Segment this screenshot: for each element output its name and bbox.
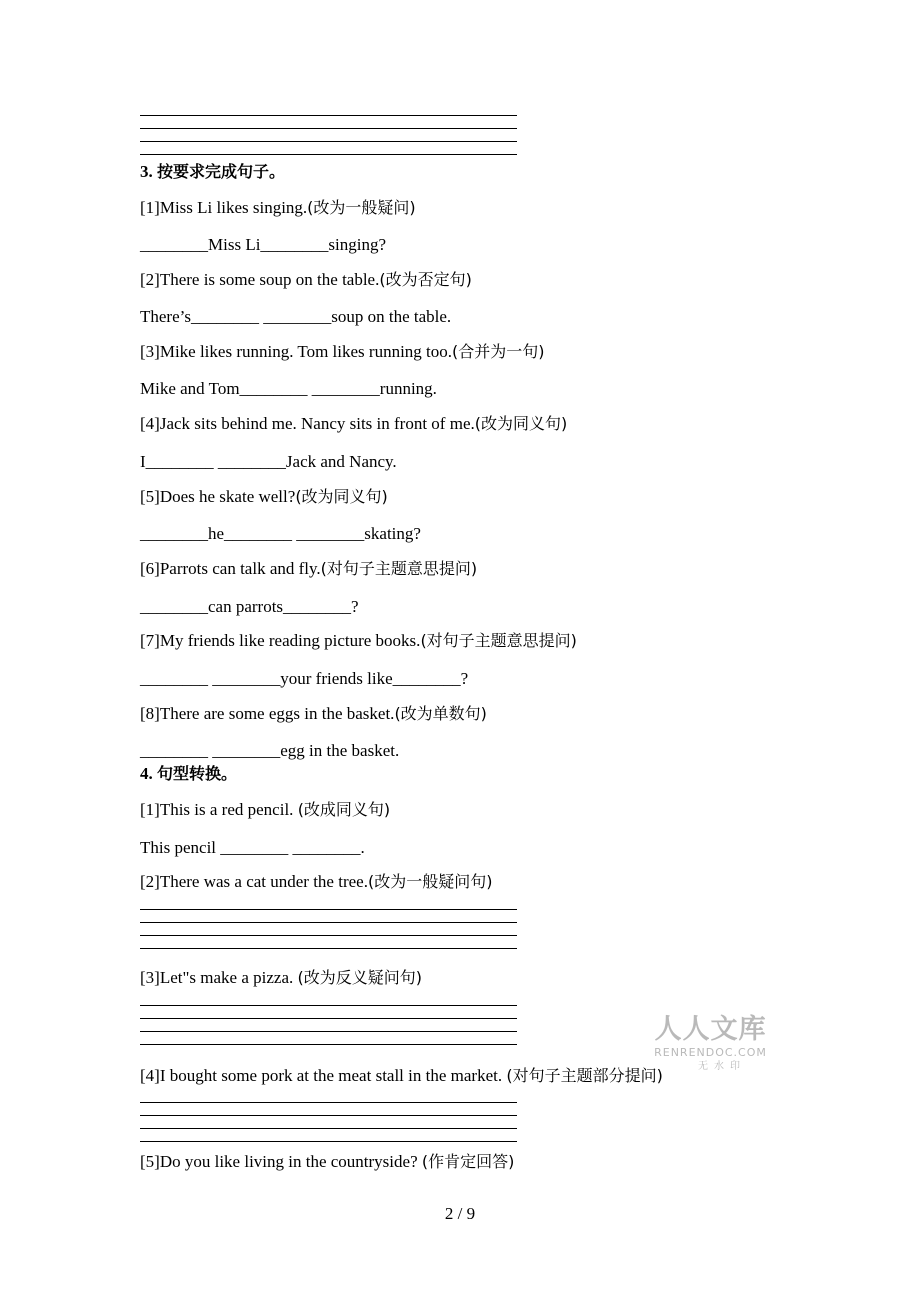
s3-a4: I________ ________Jack and Nancy. [140,452,397,471]
s3-q3 [140,341,545,363]
s4-q1 [140,799,390,821]
s3-a2: There’s________ ________soup on the table. [140,307,452,326]
s3-q1-note: (改为一般疑问) [307,198,416,217]
section-4-number: 4. [140,764,153,783]
s3-q3-text: [3]Mike likes running. Tom likes running too. [140,342,453,361]
s3-q6-text: [6]Parrots can talk and fly. [140,559,321,578]
s3-a7: ________ ________your friends like________? [140,669,469,688]
s3-q8-text: [8]There are some eggs in the basket. [140,704,395,723]
s4-q2-note: (改为一般疑问句) [367,872,493,891]
s3-q1 [140,197,416,219]
s4-q2 [140,871,492,893]
s4-q4-text: [4]I bought some pork at the meat stall in the market. [140,1066,507,1085]
s3-q3-note: (合并为一句) [452,342,545,361]
s3-q8 [140,703,487,725]
s4-q5-text: [5]Do you like living in the countryside? [140,1152,422,1171]
s3-q7-text: [7]My friends like reading picture books. [140,631,421,650]
s4-q2-text: [2]There was a cat under the tree. [140,872,368,891]
section-3-heading [140,161,285,183]
watermark-url: RENRENDOC.COM [654,1046,767,1059]
s3-q8-note: (改为单数句) [394,704,487,723]
s3-a6: ________can parrots________? [140,597,359,616]
s3-a1: ________Miss Li________singing? [140,235,387,254]
s3-q4-text: [4]Jack sits behind me. Nancy sits in front of me. [140,414,475,433]
s3-q7 [140,630,577,652]
s4-a1: This pencil ________ ________. [140,838,365,857]
s3-q5 [140,486,388,508]
s3-q1-text: [1]Miss Li likes singing. [140,198,308,217]
s4-q4 [140,1065,663,1087]
s4-q3 [140,967,422,989]
s3-a5: ________he________ ________skating? [140,524,421,543]
section-3-title: 按要求完成句子。 [157,162,286,181]
s4-q4-note: (对句子主题部分提问) [506,1066,663,1085]
s3-q4 [140,413,567,435]
s3-q7-note: (对句子主题意思提问) [420,631,577,650]
watermark-subtitle: 无水印 [698,1061,746,1072]
page-number: 2 / 9 [444,1204,476,1223]
s3-q6 [140,558,477,580]
section-4-title: 句型转换。 [157,764,238,783]
s4-q3-note: (改为反义疑问句) [297,968,422,987]
s3-q6-note: (对句子主题意思提问) [320,559,478,578]
s3-q5-note: (改为同义句) [295,487,388,506]
s3-q2-note: (改为否定句) [379,270,472,289]
s4-q5-note: (作肯定回答) [421,1152,515,1171]
watermark-title: 人人文库 [654,1014,767,1045]
s4-q5 [140,1151,514,1173]
s4-q3-text: [3]Let"s make a pizza. [140,968,298,987]
section-3-number: 3. [140,162,153,181]
s4-q1-text: [1]This is a red pencil. [140,800,298,819]
s3-q2-text: [2]There is some soup on the table. [140,270,380,289]
watermark [648,1014,773,1074]
s3-a8: ________ ________egg in the basket. [140,741,400,760]
s3-q5-text: [5]Does he skate well? [140,487,296,506]
s3-q2 [140,269,472,291]
s3-a3: Mike and Tom________ ________running. [140,379,437,398]
section-4-heading [140,763,237,785]
s3-q4-note: (改为同义句) [474,414,568,433]
s4-q1-note: (改成同义句) [297,800,391,819]
